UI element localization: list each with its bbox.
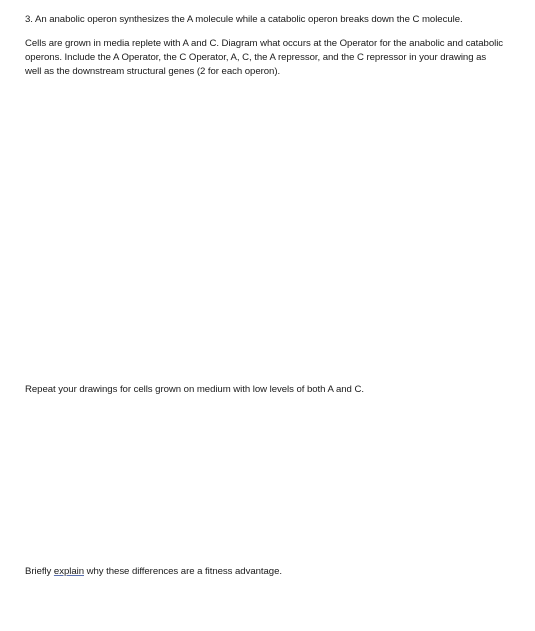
explain-prefix: Briefly — [25, 566, 54, 577]
explain-prompt — [25, 565, 510, 579]
diagram-instructions: Cells are grown in media replete with A and C. Diagram what occurs at the Operator for the anabolic and catabolic operons. Include the A Operator, the C Operator, A, C, the A repressor, and the C repressor in your drawing as well as the downstream structural genes (2 for each operon). — [25, 38, 504, 77]
explain-suffix: why these differences are a fitness advantage. — [83, 566, 282, 577]
explain-keyword: explain — [53, 566, 84, 577]
repeat-instructions: Repeat your drawings for cells grown on medium with low levels of both A and C. — [25, 384, 364, 395]
question-statement: 3. An anabolic operon synthesizes the A molecule while a catabolic operon breaks down the C molecule. — [25, 14, 463, 25]
